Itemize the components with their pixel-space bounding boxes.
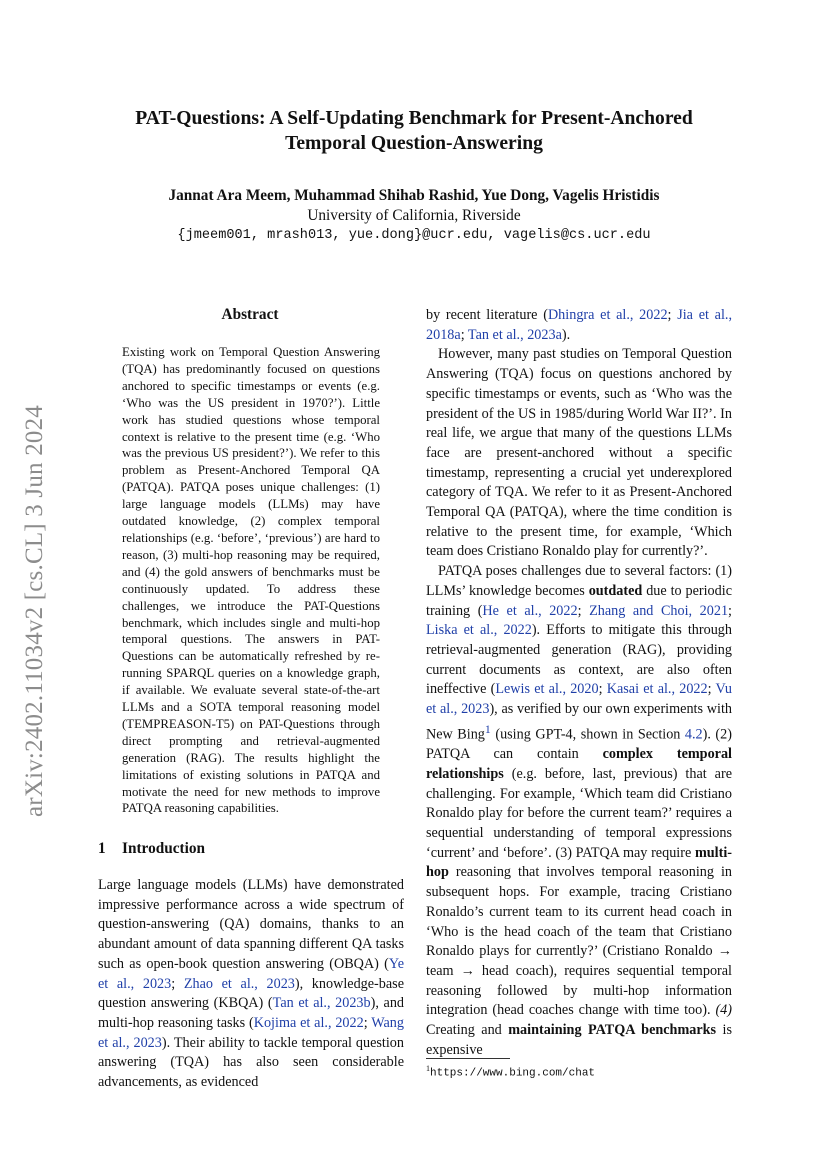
intro-text-5: ; <box>363 1014 372 1031</box>
body-text: ). Efforts to mitigate this through retrieval-augmented generation (RAG), providing current documents as context, are also often ineffective ( <box>426 622 732 698</box>
body-text: is expensive <box>426 1022 732 1058</box>
section-reference-link[interactable]: 4.2 <box>684 726 703 743</box>
author-list: Jannat Ara Meem, Muhammad Shihab Rashid, Yue Dong, Vagelis Hristidis <box>168 187 660 204</box>
body-text: ; <box>667 307 678 323</box>
body-text: ; <box>707 681 716 698</box>
footnote-number: 1 <box>426 1064 430 1073</box>
footnote <box>426 1064 595 1080</box>
bold-term: outdated <box>588 582 643 599</box>
footnote-divider <box>426 1058 510 1059</box>
paper-title-line1: PAT-Questions: A Self-Updating Benchmark for Present-Anchored <box>135 108 693 129</box>
footnote-url-link[interactable]: https://www.bing.com/chat <box>430 1067 596 1080</box>
abstract-text: Existing work on Temporal Question Answering (TQA) has predominantly focused on questions anchored to specific timestamps or events (e.g. ‘Who was the US president in 1970?’). Little work has studied questions whose temporal context is relative to the present time (e.g. ‘Who was the previous US president?’). We refer to this problem as Present-Anchored Temporal QA (PATQA). PATQA poses unique challenges: (1) large language models (LLMs) may have outdated knowledge, (2) complex temporal relationships (e.g. ‘before’, ‘previous’) are hard to reason, (3) multi-hop reasoning may be required, and (4) the gold answers of benchmarks must be continuously updated. To address these challenges, we introduce the PAT-Questions benchmark, which includes single and multi-hop temporal questions. The answers in PAT-Questions can be automatically refreshed by re-running SPARQL queries on a knowledge graph, if available. We evaluate several state-of-the-art LLMs and a SOTA temporal reasoning model (TEMPREASON-T5) on PAT-Questions through direct prompting and retrieval-augmented generation (RAG). The results highlight the limitations of existing solutions in PATQA and motivate the need for new methods to improve PATQA reasoning capabilities. <box>122 345 380 816</box>
citation-link[interactable]: Ye et al., 2023 <box>98 955 404 992</box>
citation-link[interactable]: Tan et al., 2023a <box>467 326 562 343</box>
author-emails: {jmeem001, mrash013, yue.dong}@ucr.edu, vagelis@cs.ucr.edu <box>177 228 651 243</box>
citation-link[interactable]: Tan et al., 2023b <box>272 995 371 1012</box>
footnote-marker[interactable]: 1 <box>484 721 491 736</box>
paragraph-patqa-challenges <box>426 562 732 1060</box>
bold-term: complex temporal relationships <box>426 746 732 782</box>
intro-text-3: ), knowledge-base question answering (KBQA) ( <box>98 975 404 1012</box>
citation-link[interactable]: Kasai et al., 2022 <box>606 681 708 698</box>
body-text: (e.g. before, last, previous) that are challenging. For example, ‘Which team did Cristiano Ronaldo play for before the current team?’ requires a sequential understanding of temporal expressions ‘current’ and ‘before’. (3) PATQA may require <box>426 765 732 861</box>
section-title: Introduction <box>122 840 206 857</box>
citation-link[interactable]: Kojima et al., 2022 <box>253 1014 364 1031</box>
body-text: ). <box>561 326 571 343</box>
body-text: due to periodic training ( <box>426 582 732 619</box>
citation-link[interactable]: Vu et al., 2023 <box>426 681 733 718</box>
body-text: ), as verified by our own experiments with New Bing <box>426 701 732 743</box>
intro-text-6: ). Their ability to tackle temporal question answering (TQA) has also seen considerable advancements, as evidenced <box>98 1034 404 1091</box>
right-column <box>426 306 732 1060</box>
abstract-heading: Abstract <box>221 306 279 323</box>
italic-term: (4) <box>715 1002 732 1019</box>
section-number: 1 <box>98 840 106 857</box>
citation-link[interactable]: Dhingra et al., 2022 <box>547 307 668 323</box>
citation-link[interactable]: Zhao et al., 2023 <box>183 975 295 992</box>
bold-term: maintaining PATQA benchmarks <box>508 1022 717 1039</box>
arxiv-identifier-text: arXiv:2402.11034v2 [cs.CL] 3 Jun 2024 <box>21 405 48 817</box>
citation-link[interactable]: Jia et al., 2018a <box>426 307 732 343</box>
citation-link[interactable]: Lewis et al., 2020 <box>495 681 599 698</box>
body-text: PATQA poses challenges due to several factors: (1) LLMs’ knowledge becomes <box>426 563 732 599</box>
citation-link[interactable]: Liska et al., 2022 <box>426 622 532 639</box>
arxiv-identifier-stamp <box>14 376 56 846</box>
body-text: ; <box>728 602 732 619</box>
body-text: ; <box>460 326 468 343</box>
body-text: (using GPT-4, shown in Section <box>490 726 685 743</box>
intro-text-2: ; <box>171 975 184 992</box>
section-heading-introduction <box>98 840 205 858</box>
body-text: ; <box>577 602 590 619</box>
intro-text-1: Large language models (LLMs) have demonstrated impressive performance across a wide spectrum of question-answering (QA) domains, thanks to an abundant amount of data spanning different QA tasks such as open-book question answering (OBQA) ( <box>98 877 404 972</box>
paper-title <box>0 106 828 156</box>
paper-title-line2: Temporal Question-Answering <box>285 133 543 154</box>
paragraph-patqa-definition: However, many past studies on Temporal Question Answering (TQA) focus on questions anchored by specific timestamps or events, such as ‘Who was the president of the US in 1985/during World War II?’. In real life, we argue that many of the questions LLMs face are present-anchored without a specific timestamp, representing a crucial yet underexplored category of TQA. We refer to it as Present-Anchored Temporal QA (PATQA), where the time condition is relative to the present time, for example, ‘Which team does Cristiano Ronaldo play for currently?’. <box>426 346 732 560</box>
body-text: reasoning that involves temporal reasoning in subsequent hops. For example, tracing Cristiano Ronaldo’s current team to its current head coach in ‘Who is the head coach of the team that Cristiano Ronaldo plays for currently?’ (Cristiano Ronaldo → team → head coach), requires sequential temporal reasoning followed by multi-hop information integration (head coaches change with time too). <box>426 864 732 1019</box>
citation-link[interactable]: Wang et al., 2023 <box>98 1014 404 1051</box>
citation-link[interactable]: He et al., 2022 <box>482 602 578 619</box>
citation-link[interactable]: Zhang and Choi, 2021 <box>589 602 729 619</box>
body-text: ). (2) PATQA can contain <box>426 726 732 763</box>
intro-text-4: ), and multi-hop reasoning tasks ( <box>98 995 405 1031</box>
body-text: by recent literature ( <box>426 307 548 323</box>
body-text: ; <box>598 681 607 698</box>
affiliation: University of California, Riverside <box>307 207 521 224</box>
introduction-paragraph <box>98 876 404 1093</box>
paragraph-continuation <box>426 306 732 345</box>
body-text: Creating and <box>426 1022 509 1039</box>
bold-term: multi-hop <box>426 844 732 881</box>
